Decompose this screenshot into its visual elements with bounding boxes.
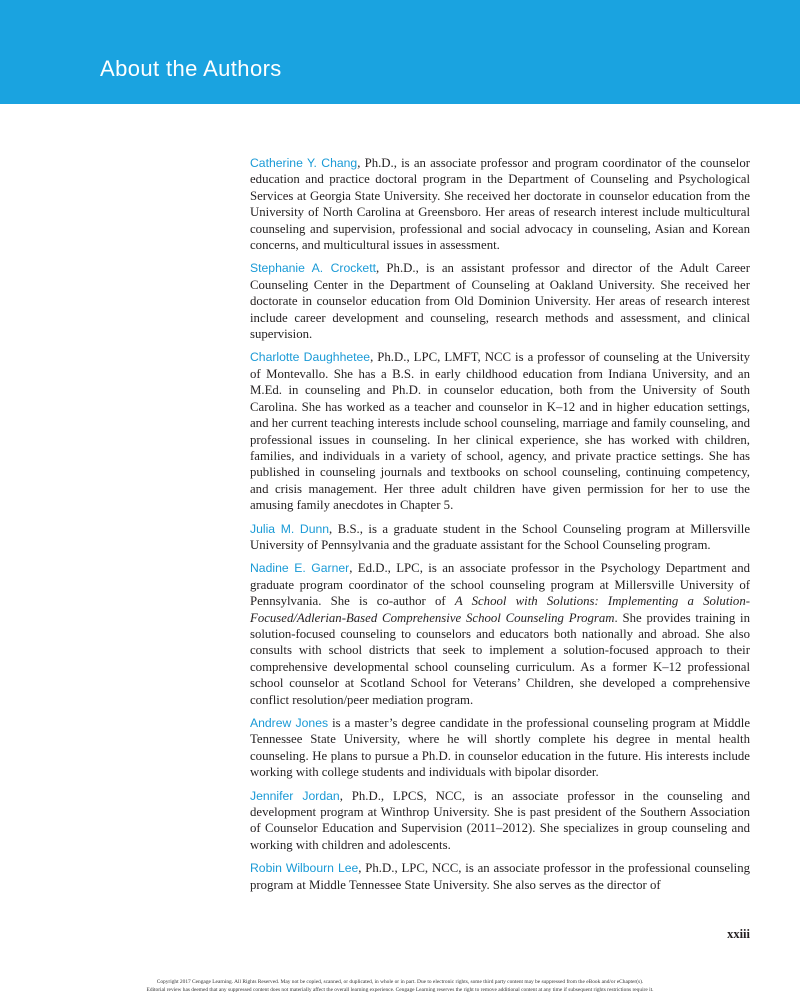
author-name: Stephanie A. Crockett — [250, 261, 376, 276]
page-number: xxiii — [727, 927, 750, 941]
bio-text: , Ph.D., LPCS, NCC, is an associate professor in the counseling and development program at Winthrop University. She is past president of the Southern Association of Counselor Education and Supervision (2011–2012). She specializes in group counseling and working with children and adolescents. — [250, 788, 750, 852]
author-name: Robin Wilbourn Lee — [250, 861, 359, 876]
bio-lee — [250, 860, 750, 893]
author-name: Catherine Y. Chang — [250, 156, 358, 170]
bio-text: . She provides training in solution-focused counseling to counselors and educators both nationally and abroad. She also consults with school districts that seek to implement a solution-focused approach to their comprehensive developmental school counseling curriculum. As a former K–12 professional school counselor at Scotland School for Veterans’ Children, she developed a comprehensive conflict resolution/peer mediation program. — [250, 610, 750, 707]
book-title: A School with Solutions: Implementing a Solution-Focused/Adlerian-Based Comprehensive School Counseling Program — [250, 594, 750, 625]
bio-jordan — [250, 788, 750, 854]
bio-dunn — [250, 521, 750, 554]
bio-text: , Ph.D., is an associate professor and program coordinator of the counselor education and practice doctoral program in the Department of Counseling and Psychological Services at Georgia State University. She received her doctorate in counselor education from the University of North Carolina at Greensboro. Her areas of research interest include multicultural counseling and supervision, professional and social advocacy in counseling, Asian and Korean concerns, and multicultural issues in assessment. — [250, 156, 750, 253]
bio-text: , Ed.D., LPC, is an associate professor in the Psychology Department and graduate program coordinator of the school counseling program at Millersville University of Pennsylvania. She is co-author of — [250, 561, 750, 609]
author-name: Nadine E. Garner — [250, 561, 350, 576]
bio-jones — [250, 715, 750, 781]
author-name: Andrew Jones — [250, 716, 329, 730]
bio-chang — [250, 155, 750, 253]
bio-text: , Ph.D., LPC, NCC, is an associate professor in the professional counseling program at Middle Tennessee State University. She also serves as the director of — [250, 861, 750, 892]
copyright-line-2: Editorial review has deemed that any suppressed content does not materially affect the overall learning experience. Cengage Learning reserves the right to remove additional content at any time if subsequent rights restrictions require it. — [146, 987, 654, 993]
copyright-line-1: Copyright 2017 Cengage Learning. All Rights Reserved. May not be copied, scanned, or duplicated, in whole or in part. Due to electronic rights, some third party content may be suppressed from the eBook and/or eChapter(s). — [156, 979, 644, 985]
bio-text: is a master’s degree candidate in the professional counseling program at Middle Tennessee State University, where he will shortly complete his degree in mental health counseling. He plans to pursue a Ph.D. in counselor education in the future. His interests include working with college students and individuals with bipolar disorder. — [250, 716, 750, 780]
bio-daughhetee — [250, 349, 750, 513]
author-name: Julia M. Dunn — [250, 521, 330, 536]
author-name: Jennifer Jordan — [250, 788, 340, 803]
bio-text: , B.S., is a graduate student in the School Counseling program at Millersville University of Pennsylvania and the graduate assistant for the School Counseling program. — [250, 521, 750, 552]
bio-text: , Ph.D., is an assistant professor and director of the Adult Career Counseling Center in the Department of Counseling at Oakland University. She received her doctorate in counselor education from Old Dominion University. Her areas of research interest include career development and counseling, research methods and assessment, and clinical supervision. — [250, 261, 750, 342]
copyright-notice — [0, 978, 800, 994]
bio-crockett — [250, 260, 750, 342]
bio-text: , Ph.D., LPC, LMFT, NCC is a professor of counseling at the University of Montevallo. She has a B.S. in early childhood education from Indiana University, and an M.Ed. in counseling and Ph.D. in counselor education, both from the University of South Carolina. She has worked as a teacher and counselor in K–12 and in higher education settings, and her current teaching interests include school counseling, marriage and family counseling, and professional issues in counseling. In her clinical experience, she has worked with children, families, and individuals in a variety of school, agency, and private practice settings. She has published in counseling journals and textbooks on school counseling, continuing competency, and crisis management. Her three adult children have given permission for her to use the amusing family anecdotes in Chapter 5. — [250, 350, 750, 513]
header-banner — [0, 0, 800, 104]
page-title: About the Authors — [100, 56, 282, 81]
author-bios — [250, 155, 750, 900]
author-name: Charlotte Daughhetee — [250, 350, 371, 365]
bio-garner — [250, 560, 750, 708]
